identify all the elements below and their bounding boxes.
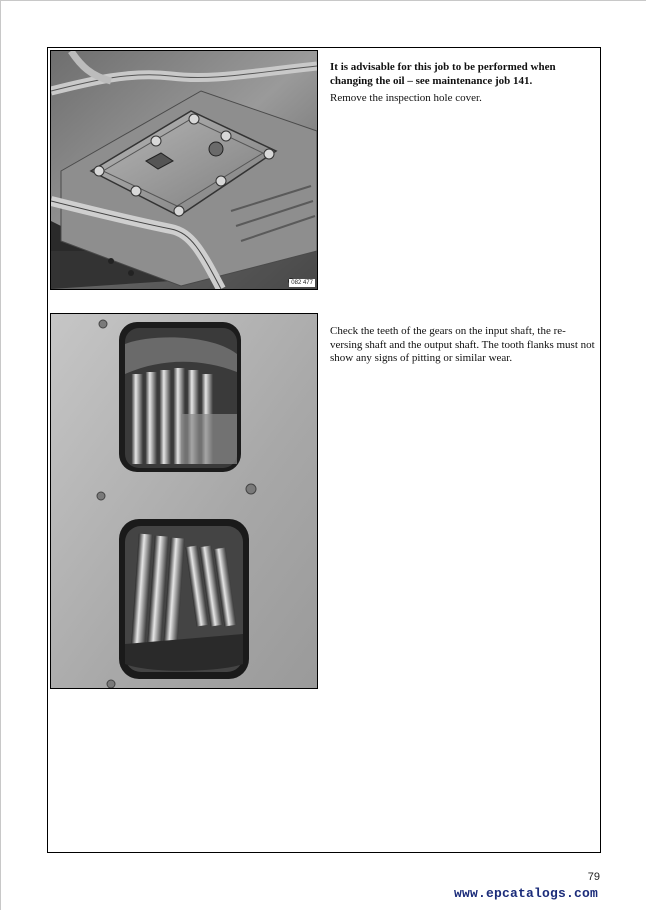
page-number: 79 (587, 871, 600, 883)
inspection-cover-photo (50, 50, 318, 290)
photo-reference-number: 082 477 (291, 280, 313, 286)
gear-teeth-photo (50, 313, 318, 689)
section1-intro: It is advisable for this job to be performed when changing the oil – see maintenance job 141. (330, 61, 556, 87)
section1-text (330, 61, 598, 110)
section1-instruction: Remove the inspection hole cover. (330, 92, 482, 104)
section2-instruction: Check the teeth of the gears on the input shaft, the re-versing shaft and the output shaft. The tooth flanks must not show any signs of pitting or similar wear. (330, 325, 595, 364)
section2-text (330, 325, 598, 370)
watermark-link[interactable]: www.epcatalogs.com (453, 886, 598, 901)
